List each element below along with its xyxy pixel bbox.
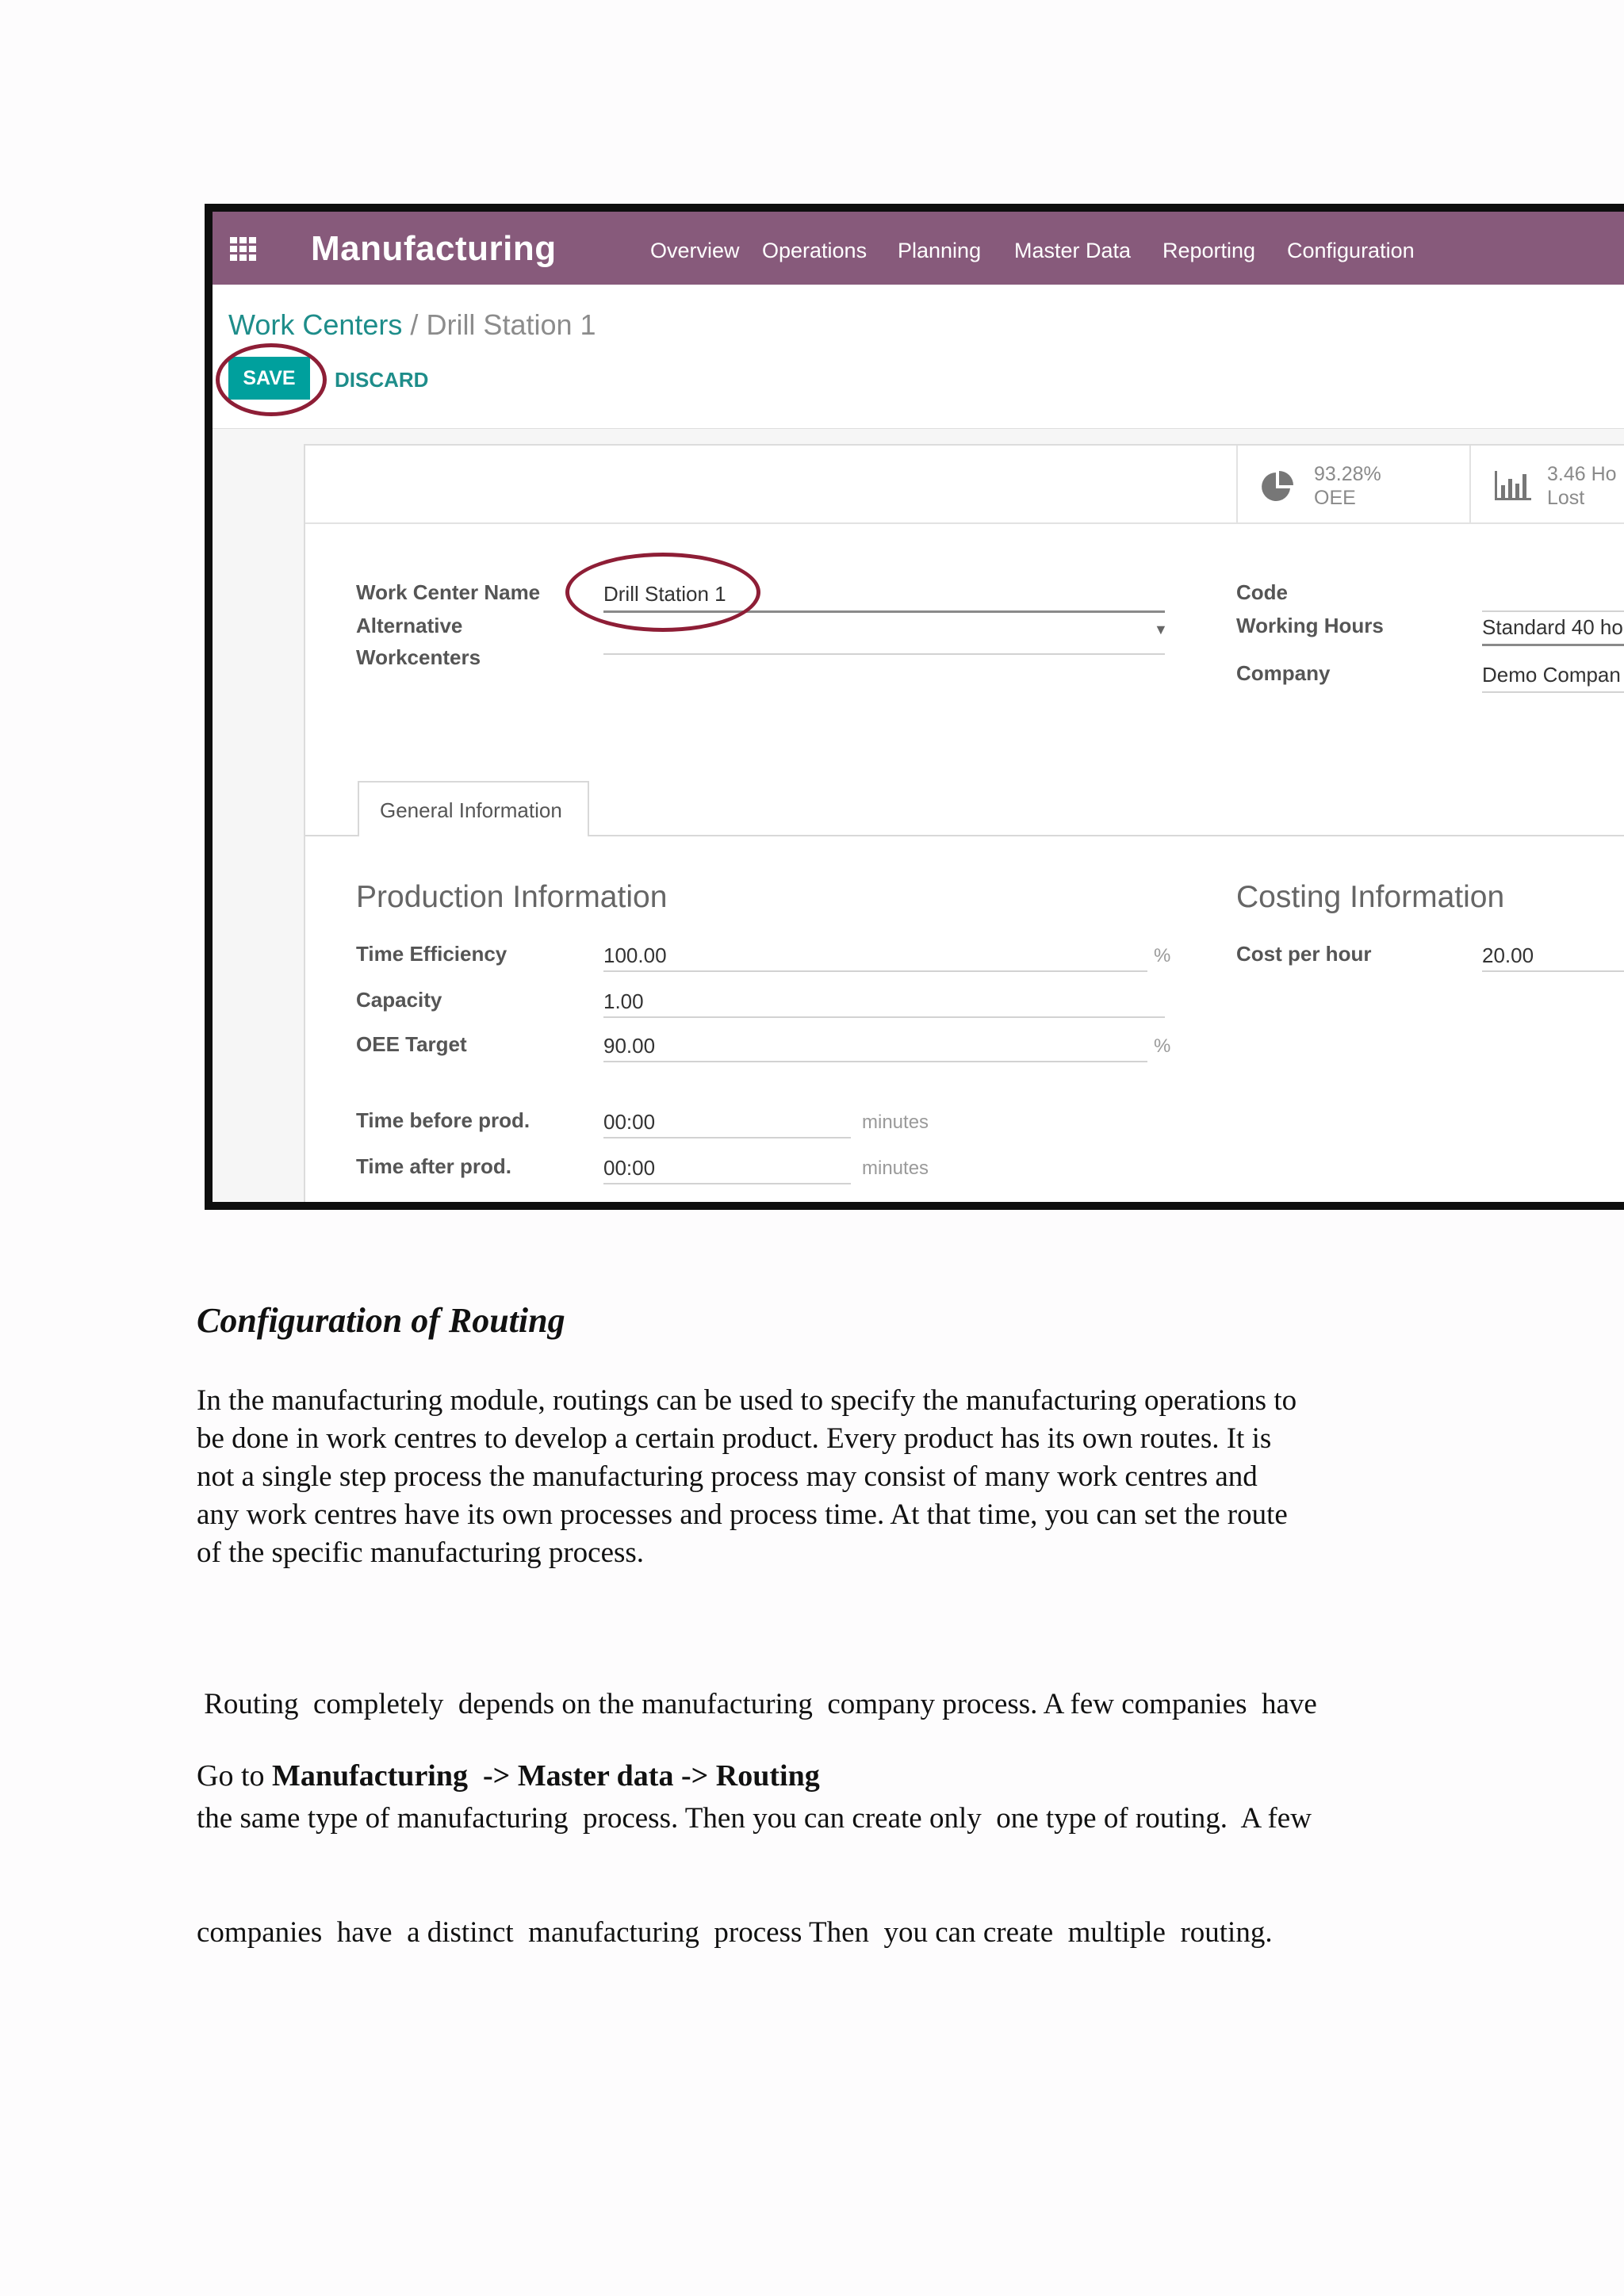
- pie-chart-icon: [1260, 469, 1295, 504]
- cost-per-hour-label: Cost per hour: [1236, 942, 1372, 966]
- capacity-label: Capacity: [356, 988, 442, 1012]
- time-before-prod-label: Time before prod.: [356, 1108, 530, 1132]
- menu-master-data[interactable]: Master Data: [1014, 239, 1132, 262]
- paragraph-1-line: In the manufacturing module, routings can be used to specify the manufacturing operations to: [197, 1384, 1297, 1417]
- paragraph-1-line: of the specific manufacturing process.: [197, 1536, 645, 1569]
- menu-operations[interactable]: Operations: [762, 239, 868, 262]
- breadcrumb-work-centers[interactable]: Work Centers: [228, 308, 403, 341]
- working-hours-select[interactable]: Standard 40 ho: [1482, 615, 1623, 639]
- menu-overview[interactable]: Overview: [650, 239, 740, 262]
- menu-planning[interactable]: Planning: [898, 239, 982, 262]
- navigation-instruction: [197, 1758, 820, 1793]
- menu-reporting[interactable]: Reporting: [1162, 239, 1256, 262]
- capacity-input[interactable]: 1.00: [603, 989, 644, 1013]
- breadcrumb: [228, 308, 596, 342]
- paragraph-1-line: be done in work centres to develop a certain product. Every product has its own routes. It is: [197, 1422, 1272, 1455]
- time-efficiency-input[interactable]: 100.00: [603, 943, 667, 967]
- oee-stat-button[interactable]: [1236, 446, 1471, 522]
- path-routing: Routing: [715, 1759, 820, 1793]
- alternative-workcenters-select[interactable]: [603, 653, 1165, 655]
- time-efficiency-underline: [603, 970, 1147, 972]
- routing-paragraph-1: [197, 1382, 1434, 1572]
- work-center-name-input[interactable]: Drill Station 1: [603, 582, 726, 606]
- costing-information-title: Costing Information: [1236, 880, 1505, 914]
- capacity-underline: [603, 1016, 1165, 1018]
- code-label: Code: [1236, 580, 1288, 604]
- time-after-prod-underline: [603, 1183, 851, 1184]
- routing-paragraph-2: [197, 1609, 1434, 1990]
- lost-label: Lost: [1547, 487, 1585, 509]
- caret-down-icon[interactable]: ▼: [1154, 622, 1168, 637]
- alternative-workcenters-label-2: Workcenters: [356, 645, 481, 669]
- time-after-prod-label: Time after prod.: [356, 1154, 512, 1178]
- time-efficiency-unit: %: [1154, 945, 1171, 966]
- discard-button[interactable]: DISCARD: [335, 368, 429, 392]
- company-select[interactable]: Demo Compan: [1482, 663, 1621, 687]
- cost-per-hour-input[interactable]: 20.00: [1482, 943, 1534, 967]
- lost-stat-button[interactable]: [1469, 446, 1624, 522]
- go-to-prefix: Go to: [197, 1759, 272, 1793]
- paragraph-1-line: any work centres have its own processes and process time. At that time, you can set the route: [197, 1498, 1288, 1531]
- time-before-prod-underline: [603, 1137, 851, 1138]
- time-efficiency-label: Time Efficiency: [356, 942, 508, 966]
- time-after-prod-unit: minutes: [862, 1158, 929, 1179]
- path-master-data: Master data: [517, 1759, 674, 1793]
- breadcrumb-separator: /: [410, 308, 419, 341]
- company-underline: [1482, 691, 1624, 693]
- save-button[interactable]: SAVE: [228, 357, 310, 400]
- alternative-workcenters-label: Alternative: [356, 614, 463, 637]
- app-name[interactable]: Manufacturing: [311, 229, 557, 268]
- oee-label: OEE: [1314, 487, 1356, 509]
- path-arrow: ->: [468, 1759, 518, 1793]
- routing-heading: Configuration of Routing: [197, 1301, 565, 1340]
- bar-chart-icon: [1493, 469, 1533, 501]
- working-hours-label: Working Hours: [1236, 614, 1384, 637]
- time-before-prod-unit: minutes: [862, 1112, 929, 1133]
- lost-value: 3.46 Ho: [1547, 463, 1617, 485]
- top-navbar: [213, 212, 1624, 285]
- oee-value: 93.28%: [1314, 463, 1381, 485]
- form-sheet: [304, 444, 1624, 1210]
- oee-target-underline: [603, 1061, 1147, 1062]
- company-label: Company: [1236, 661, 1331, 685]
- menu-configuration[interactable]: Configuration: [1287, 239, 1415, 262]
- production-information-title: Production Information: [356, 880, 668, 914]
- name-highlight-circle: [565, 553, 760, 632]
- time-after-prod-input[interactable]: 00:00: [603, 1156, 656, 1180]
- work-center-name-label: Work Center Name: [356, 580, 541, 604]
- paragraph-1-line: not a single step process the manufacturing process may consist of many work centres and: [197, 1460, 1258, 1493]
- breadcrumb-current: Drill Station 1: [426, 308, 596, 341]
- paragraph-2-line: the same type of manufacturing process. Then you can create only one type of routing. A few: [197, 1802, 1312, 1835]
- tab-general-information[interactable]: General Information: [358, 781, 589, 836]
- oee-target-label: OEE Target: [356, 1032, 467, 1056]
- oee-target-unit: %: [1154, 1035, 1171, 1057]
- oee-target-input[interactable]: 90.00: [603, 1034, 656, 1058]
- screenshot-frame: [205, 204, 1624, 1210]
- path-arrow: ->: [673, 1759, 716, 1793]
- paragraph-2-line: companies have a distinct manufacturing process Then you can create multiple routing.: [197, 1916, 1273, 1949]
- working-hours-underline: [1482, 644, 1624, 646]
- apps-grid-icon[interactable]: [230, 237, 259, 261]
- path-manufacturing: Manufacturing: [272, 1759, 468, 1793]
- paragraph-2-line: Routing completely depends on the manufacturing company process. A few companies have: [197, 1688, 1317, 1720]
- cost-per-hour-underline: [1482, 970, 1624, 972]
- code-input[interactable]: [1482, 610, 1624, 612]
- button-box-divider: [305, 522, 1624, 524]
- save-highlight-circle: [216, 343, 327, 416]
- time-before-prod-input[interactable]: 00:00: [603, 1110, 656, 1134]
